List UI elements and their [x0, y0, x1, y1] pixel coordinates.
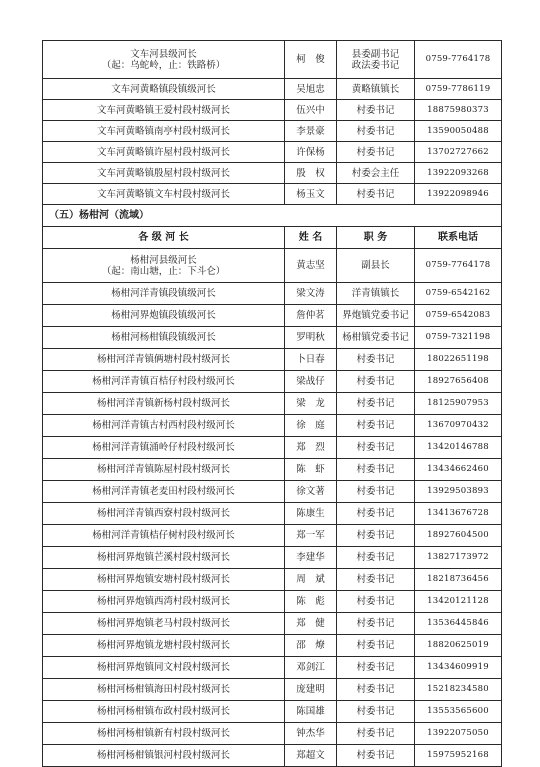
river-chief-title: [43, 701, 285, 723]
chief-phone-line: 13420121128: [427, 596, 489, 606]
table-row: [43, 525, 502, 547]
chief-name: [285, 283, 337, 305]
chief-name: [285, 459, 337, 481]
river-chief-title-line: 杨柑河杨柑镇段镇级河长: [111, 332, 216, 343]
chief-phone-line: 13413676728: [427, 508, 489, 518]
chief-phone-line: 18125907953: [427, 398, 489, 408]
river-chief-title-line: 文车河县级河长: [130, 48, 197, 60]
chief-phone-line: 13420146788: [427, 442, 489, 452]
chief-name: [285, 415, 337, 437]
chief-duty: [337, 657, 415, 679]
river-chief-title-line: 文车河黄略镇南亭村段村级河长: [96, 125, 230, 137]
chief-name: [285, 393, 337, 415]
river-chief-title: [43, 283, 285, 305]
chief-name-line: 梁 龙: [296, 398, 325, 409]
chief-phone-line: 13536445846: [427, 618, 489, 628]
chief-duty-line: 村委书记: [356, 442, 395, 453]
chief-duty: [337, 393, 415, 415]
table-row: [43, 305, 502, 327]
chief-phone: [415, 723, 502, 745]
chief-phone: [415, 569, 502, 591]
section-row: [43, 205, 502, 227]
chief-duty-line: 村委书记: [356, 750, 395, 761]
chief-name-line: 邵 燎: [296, 640, 325, 651]
chief-duty: [337, 283, 415, 305]
chief-duty-line: 杨柑镇党委书记: [342, 332, 409, 343]
chief-duty-line: 村委书记: [356, 684, 395, 695]
chief-duty-line: 村委书记: [356, 640, 395, 651]
river-chief-title: [43, 635, 285, 657]
chief-name: [285, 100, 337, 121]
chief-duty-line: 政法委书记: [351, 59, 400, 71]
chief-phone-line: 0759-7321198: [425, 332, 491, 342]
header-title: 各 级 河 长: [43, 227, 285, 249]
chief-duty: [337, 327, 415, 349]
table-row: [43, 745, 502, 767]
chief-phone: [415, 591, 502, 613]
chief-duty-line: 村委书记: [356, 464, 395, 475]
chief-duty: [337, 437, 415, 459]
chief-phone: [415, 79, 502, 100]
chief-phone: [415, 393, 502, 415]
chief-name: [285, 569, 337, 591]
chief-name-line: 郑 烈: [296, 442, 325, 453]
table-body: [43, 41, 502, 767]
river-chief-title-line: 杨柑河洋青镇桔仔树村段村级河长: [92, 530, 235, 541]
river-chief-title-line: 文车河黄略镇文车村段村级河长: [96, 188, 230, 200]
river-chief-title-line: 杨柑河洋青镇俩塘村段村级河长: [96, 354, 230, 365]
chief-name-line: 郑超文: [296, 750, 325, 761]
river-chief-title: [43, 613, 285, 635]
chief-name-line: 黄志坚: [296, 260, 325, 271]
chief-name-line: 周 斌: [296, 574, 325, 585]
chief-name: [285, 142, 337, 163]
chief-duty: [337, 745, 415, 767]
chief-duty: [337, 142, 415, 163]
chief-phone: [415, 41, 502, 79]
chief-name: [285, 437, 337, 459]
chief-name-line: 詹仲茗: [296, 310, 325, 321]
chief-duty: [337, 613, 415, 635]
table-row: [43, 613, 502, 635]
chief-name-line: 许保杨: [296, 146, 325, 158]
chief-name-line: 杨玉文: [296, 188, 325, 200]
table-row: [43, 723, 502, 745]
chief-duty-line: 村委书记: [356, 354, 395, 365]
chief-name-line: 陈 彪: [296, 596, 325, 607]
chief-name-line: 郑 健: [296, 618, 325, 629]
chief-phone: [415, 305, 502, 327]
chief-phone: [415, 525, 502, 547]
table-row: [43, 437, 502, 459]
chief-name: [285, 547, 337, 569]
chief-duty: [337, 100, 415, 121]
section-title: （五）杨柑河（流域）: [43, 205, 502, 227]
river-chief-title: [43, 525, 285, 547]
river-chief-title: [43, 503, 285, 525]
header-row: [43, 227, 502, 249]
chief-phone-line: 13922075050: [427, 728, 489, 738]
river-chief-title-line: 杨柑河洋青镇百桔仔村段村级河长: [92, 376, 235, 387]
chief-name-line: 庞建明: [296, 684, 325, 695]
chief-phone: [415, 459, 502, 481]
table-row: [43, 142, 502, 163]
chief-duty-line: 村委书记: [356, 618, 395, 629]
chief-phone: [415, 437, 502, 459]
river-chief-title: [43, 591, 285, 613]
chief-phone-line: 13434609919: [427, 662, 489, 672]
chief-duty: [337, 481, 415, 503]
chief-phone-line: 13590050488: [427, 125, 489, 136]
river-chief-title-line: 杨柑河界炮镇段镇级河长: [111, 310, 216, 321]
chief-duty-line: 村委书记: [356, 706, 395, 717]
chief-duty-line: 村委书记: [356, 596, 395, 607]
chief-phone: [415, 163, 502, 184]
table-row: [43, 591, 502, 613]
chief-phone-line: 0759-6542162: [425, 288, 491, 298]
chief-phone-line: 13553565600: [427, 706, 489, 716]
table-row: [43, 393, 502, 415]
river-chief-title: [43, 79, 285, 100]
table-row: [43, 415, 502, 437]
chief-phone: [415, 327, 502, 349]
chief-phone-line: 15975952168: [427, 750, 489, 760]
chief-phone-line: 0759-6542083: [425, 310, 491, 320]
chief-name-line: 梁战仔: [296, 376, 325, 387]
chief-name-line: 李景豪: [296, 125, 325, 137]
chief-phone-line: 15218234580: [427, 684, 489, 694]
chief-duty-line: 村委书记: [356, 420, 395, 431]
river-chief-title-line: （起：乌蛇岭，止：铁路桥）: [101, 59, 226, 71]
chief-phone: [415, 701, 502, 723]
chief-phone: [415, 657, 502, 679]
chief-duty-line: 黄略镇镇长: [351, 83, 400, 95]
table-row: [43, 100, 502, 121]
chief-phone-line: 13922098946: [427, 188, 489, 199]
chief-duty: [337, 305, 415, 327]
chief-name-line: 徐文著: [296, 486, 325, 497]
river-chief-title-line: 杨柑河杨柑镇银河村段村级河长: [96, 750, 230, 761]
chief-duty: [337, 701, 415, 723]
river-chief-title: [43, 723, 285, 745]
chief-name: [285, 657, 337, 679]
chief-phone-line: 13670970432: [427, 420, 489, 430]
river-chief-title-line: 文车河黄略镇段镇级河长: [111, 83, 216, 95]
chief-name-line: 李建华: [296, 552, 325, 563]
chief-duty: [337, 163, 415, 184]
river-chief-title-line: 杨柑河洋青镇古村西村段村级河长: [92, 420, 235, 431]
river-chief-title: [43, 415, 285, 437]
chief-duty-line: 村委书记: [356, 376, 395, 387]
river-chief-title: [43, 547, 285, 569]
chief-name-line: 邓剑江: [296, 662, 325, 673]
chief-phone: [415, 503, 502, 525]
chief-name: [285, 591, 337, 613]
chief-phone: [415, 371, 502, 393]
chief-name-line: 钟杰华: [296, 728, 325, 739]
river-chief-title: [43, 481, 285, 503]
chief-duty-line: 村委书记: [356, 398, 395, 409]
chief-name: [285, 613, 337, 635]
chief-name-line: 陈国雄: [296, 706, 325, 717]
river-chief-title-line: 杨柑河洋青镇陈屋村段村级河长: [96, 464, 230, 475]
chief-name-line: 吴旭忠: [296, 83, 325, 95]
chief-duty: [337, 349, 415, 371]
table-row: [43, 283, 502, 305]
river-chief-title: [43, 371, 285, 393]
chief-phone: [415, 184, 502, 205]
chief-phone: [415, 349, 502, 371]
chief-duty-line: 村委会主任: [351, 167, 400, 179]
table-row: [43, 79, 502, 100]
table-row: [43, 371, 502, 393]
chief-duty: [337, 184, 415, 205]
river-chief-title-line: 文车河黄略镇殷屋村段村级河长: [96, 167, 230, 179]
chief-duty-line: 洋青镇镇长: [351, 288, 400, 299]
chief-phone-line: 18022651198: [427, 354, 489, 364]
river-chief-title-line: 杨柑河洋青镇段镇级河长: [111, 288, 216, 299]
chief-phone-line: 13922093268: [427, 167, 489, 178]
table-row: [43, 184, 502, 205]
chief-name-line: 郑一军: [296, 530, 325, 541]
river-chief-title-line: 杨柑河洋青镇新杨村段村级河长: [96, 398, 230, 409]
table-row: [43, 503, 502, 525]
river-chief-title-line: 杨柑河杨柑镇布政村段村级河长: [96, 706, 230, 717]
chief-phone: [415, 635, 502, 657]
river-chief-title-line: 杨柑河洋青镇西寮村段村级河长: [96, 508, 230, 519]
table-row: [43, 249, 502, 283]
chief-duty: [337, 679, 415, 701]
chief-phone-line: 0759-7764178: [425, 260, 491, 270]
river-chief-title: [43, 349, 285, 371]
chief-name: [285, 635, 337, 657]
table-row: [43, 569, 502, 591]
river-chief-title-line: （起：南山塘，止：下斗仑）: [101, 265, 226, 277]
chief-name-line: 柯 俊: [296, 54, 325, 65]
chief-name: [285, 745, 337, 767]
chief-name: [285, 701, 337, 723]
chief-phone-line: 0759-7786119: [425, 83, 491, 94]
chief-name: [285, 121, 337, 142]
chief-duty-line: 副县长: [361, 260, 390, 271]
chief-name: [285, 723, 337, 745]
chief-phone-line: 18875980373: [427, 104, 489, 115]
chief-phone-line: 18927656408: [427, 376, 489, 386]
chief-duty: [337, 121, 415, 142]
chief-phone-line: 13929503893: [427, 486, 489, 496]
chief-name: [285, 163, 337, 184]
river-chief-title-line: 杨柑河界炮镇龙塘村段村级河长: [96, 640, 230, 651]
table-row: [43, 701, 502, 723]
chief-name-line: 罗明秋: [296, 332, 325, 343]
table-row: [43, 679, 502, 701]
chief-duty: [337, 525, 415, 547]
chief-duty: [337, 635, 415, 657]
chief-duty: [337, 503, 415, 525]
table-row: [43, 635, 502, 657]
river-chief-title: [43, 41, 285, 79]
chief-duty: [337, 79, 415, 100]
river-chief-title: [43, 184, 285, 205]
chief-duty: [337, 249, 415, 283]
chief-duty-line: 界炮镇党委书记: [342, 310, 409, 321]
chief-name-line: 陈康生: [296, 508, 325, 519]
chief-name: [285, 305, 337, 327]
chief-phone-line: 18927604500: [427, 530, 489, 540]
river-chief-title: [43, 121, 285, 142]
chief-phone-line: 13434662460: [427, 464, 489, 474]
chief-name-line: 梁文涛: [296, 288, 325, 299]
chief-phone: [415, 481, 502, 503]
table-row: [43, 349, 502, 371]
table-row: [43, 121, 502, 142]
chief-name: [285, 249, 337, 283]
chief-duty: [337, 547, 415, 569]
river-chief-title: [43, 657, 285, 679]
chief-name: [285, 79, 337, 100]
river-chief-title-line: 杨柑河杨柑镇新有村段村级河长: [96, 728, 230, 739]
table-row: [43, 41, 502, 79]
chief-duty: [337, 591, 415, 613]
chief-name-line: 伍兴中: [296, 104, 325, 116]
chief-phone: [415, 415, 502, 437]
chief-duty: [337, 415, 415, 437]
river-chief-title-line: 杨柑河洋青镇老麦田村段村级河长: [92, 486, 235, 497]
chief-phone-line: 13827173972: [427, 552, 489, 562]
river-chief-table: [42, 40, 502, 767]
chief-name-line: 陈 虾: [296, 464, 325, 475]
header-duty: 职 务: [337, 227, 415, 249]
chief-phone: [415, 547, 502, 569]
chief-phone-line: 13702727662: [427, 146, 489, 157]
river-chief-title: [43, 100, 285, 121]
river-chief-title-line: 杨柑河县级河长: [130, 254, 197, 266]
chief-phone-line: 18218736456: [427, 574, 489, 584]
chief-duty: [337, 41, 415, 79]
header-name: 姓 名: [285, 227, 337, 249]
river-chief-title: [43, 437, 285, 459]
chief-duty-line: 村委书记: [356, 125, 395, 137]
river-chief-title-line: 杨柑河洋青镇涌岭仔村段村级河长: [92, 442, 235, 453]
chief-name: [285, 525, 337, 547]
chief-duty-line: 村委书记: [356, 188, 395, 200]
chief-phone: [415, 142, 502, 163]
header-phone: 联系电话: [415, 227, 502, 249]
chief-phone: [415, 679, 502, 701]
river-chief-title: [43, 163, 285, 184]
chief-name: [285, 679, 337, 701]
river-chief-title: [43, 142, 285, 163]
river-chief-title-line: 文车河黄略镇王爱村段村级河长: [96, 104, 230, 116]
chief-phone: [415, 745, 502, 767]
table-row: [43, 459, 502, 481]
river-chief-title: [43, 327, 285, 349]
chief-duty-line: 村委书记: [356, 530, 395, 541]
chief-duty-line: 村委书记: [356, 104, 395, 116]
chief-phone: [415, 613, 502, 635]
river-chief-title-line: 杨柑河界炮镇安塘村段村级河长: [96, 574, 230, 585]
chief-duty-line: 村委书记: [356, 574, 395, 585]
chief-duty: [337, 371, 415, 393]
table-row: [43, 657, 502, 679]
river-chief-title: [43, 305, 285, 327]
river-chief-title-line: 杨柑河杨柑镇海田村段村级河长: [96, 684, 230, 695]
river-chief-title: [43, 679, 285, 701]
chief-name: [285, 503, 337, 525]
river-chief-title-line: 杨柑河界炮镇西湾村段村级河长: [96, 596, 230, 607]
chief-phone: [415, 100, 502, 121]
chief-name: [285, 371, 337, 393]
chief-name: [285, 481, 337, 503]
chief-duty-line: 村委书记: [356, 508, 395, 519]
chief-name: [285, 349, 337, 371]
chief-name-line: 殷 权: [296, 167, 325, 179]
chief-name-line: 卜日春: [296, 354, 325, 365]
river-chief-title: [43, 459, 285, 481]
table-row: [43, 481, 502, 503]
chief-duty-line: 村委书记: [356, 728, 395, 739]
chief-name: [285, 184, 337, 205]
river-chief-title-line: 杨柑河界炮镇同文村段村级河长: [96, 662, 230, 673]
river-chief-title-line: 杨柑河界炮镇老马村段村级河长: [96, 618, 230, 629]
chief-name-line: 徐 庭: [296, 420, 325, 431]
table-row: [43, 547, 502, 569]
table-row: [43, 327, 502, 349]
river-chief-title-line: 杨柑河界炮镇芒溪村段村级河长: [96, 552, 230, 563]
chief-name: [285, 41, 337, 79]
river-chief-title: [43, 569, 285, 591]
chief-duty-line: 村委书记: [356, 146, 395, 158]
chief-duty-line: 村委书记: [356, 486, 395, 497]
chief-phone: [415, 249, 502, 283]
chief-phone: [415, 283, 502, 305]
river-chief-title: [43, 393, 285, 415]
river-chief-title-line: 文车河黄略镇许屋村段村级河长: [96, 146, 230, 158]
chief-duty: [337, 723, 415, 745]
chief-name: [285, 327, 337, 349]
chief-duty: [337, 569, 415, 591]
chief-phone-line: 18820625019: [427, 640, 489, 650]
chief-duty-line: 县委副书记: [351, 48, 400, 60]
chief-duty-line: 村委书记: [356, 662, 395, 673]
table-row: [43, 163, 502, 184]
river-chief-title: [43, 249, 285, 283]
chief-phone-line: 0759-7764178: [425, 54, 491, 64]
chief-duty-line: 村委书记: [356, 552, 395, 563]
river-chief-title: [43, 745, 285, 767]
chief-phone: [415, 121, 502, 142]
chief-duty: [337, 459, 415, 481]
